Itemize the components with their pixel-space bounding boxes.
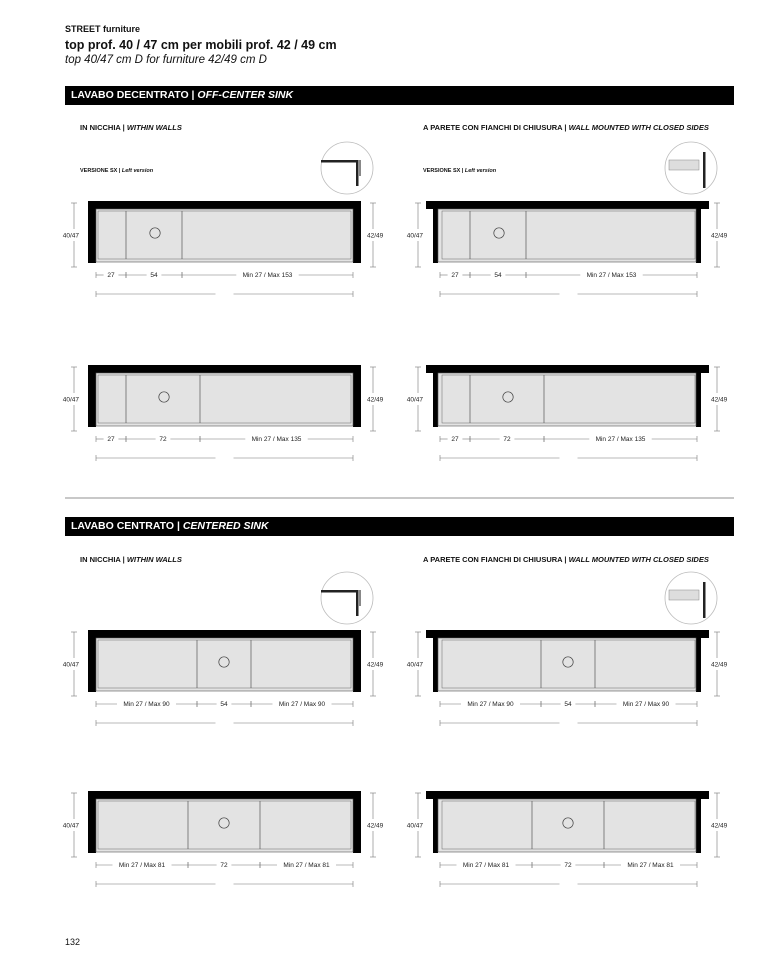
cabinet-within-walls — [88, 630, 361, 692]
dimension-label: 72 — [220, 862, 228, 870]
countertop — [426, 201, 709, 209]
dimension-label: 27 — [107, 436, 115, 444]
closing-side-right — [696, 638, 701, 692]
depth-label: 42/49 — [367, 232, 384, 240]
dimension-label: 54 — [564, 701, 572, 709]
dimension-label: Min 27 / Max 81 — [627, 862, 674, 870]
cabinet-body — [438, 209, 696, 262]
countertop — [426, 630, 709, 638]
dimension-label: Min 27 / Max 90 — [123, 701, 170, 709]
inset-top — [321, 160, 357, 163]
page-subtitle-en: top 40/47 cm D for furniture 42/49 cm D — [65, 54, 267, 66]
cabinet-body — [96, 209, 353, 262]
cabinet-body — [96, 373, 353, 426]
closing-side-left — [433, 638, 438, 692]
closing-side-left — [433, 799, 438, 853]
countertop — [88, 791, 361, 799]
label-backdrop — [216, 716, 234, 733]
side-wall-right — [353, 365, 361, 427]
inset-back — [359, 590, 361, 606]
inset-wall — [356, 160, 359, 186]
cabinet-body — [96, 638, 353, 691]
depth-label: 42/49 — [711, 232, 728, 240]
column-heading-within-walls: IN NICCHIA | WITHIN WALLS — [80, 555, 182, 564]
dimension-label: Min 27 / Max 81 — [283, 862, 330, 870]
inset-back — [359, 160, 361, 176]
depth-label: 40/47 — [406, 661, 423, 669]
version-label: VERSIONE SX | Left version — [423, 168, 497, 174]
inset-wall — [703, 152, 706, 188]
closing-side-left — [433, 209, 438, 263]
depth-label: 42/49 — [711, 661, 728, 669]
dimension-label: 72 — [564, 862, 572, 870]
side-wall-left — [88, 201, 96, 263]
inset-top — [321, 590, 357, 593]
column-heading-wall-mounted: A PARETE CON FIANCHI DI CHIUSURA | WALL MOUNTED WITH CLOSED SIDES — [423, 123, 709, 132]
inset-wall — [703, 582, 706, 618]
page-number: 132 — [65, 937, 81, 947]
inset-wall — [356, 590, 359, 616]
countertop — [88, 365, 361, 373]
depth-label: 40/47 — [62, 822, 79, 830]
label-backdrop — [560, 716, 578, 733]
brand-label: STREET furniture — [65, 24, 141, 34]
label-backdrop — [216, 451, 234, 468]
depth-label: 42/49 — [367, 822, 384, 830]
dimension-label: 27 — [451, 436, 459, 444]
cabinet-within-walls — [88, 201, 361, 263]
cabinet-wall-mounted — [426, 365, 709, 427]
cabinet-within-walls — [88, 365, 361, 427]
depth-label: 40/47 — [406, 822, 423, 830]
inset-top — [669, 590, 699, 600]
depth-label: 40/47 — [62, 396, 79, 404]
depth-label: 42/49 — [711, 822, 728, 830]
column-heading-within-walls: IN NICCHIA | WITHIN WALLS — [80, 123, 182, 132]
closing-side-right — [696, 373, 701, 427]
inset-top — [669, 160, 699, 170]
dimension-label: 27 — [451, 272, 459, 280]
dimension-label: Min 27 / Max 90 — [467, 701, 514, 709]
depth-label: 40/47 — [62, 661, 79, 669]
section-inset-niche — [321, 142, 373, 194]
inset-circle — [321, 572, 373, 624]
section-inset-wall — [665, 142, 717, 194]
version-label: VERSIONE SX | Left version — [80, 168, 154, 174]
cabinet-body — [96, 799, 353, 852]
dimension-label: Min 27 / Max 153 — [242, 272, 293, 280]
dimension-label: Min 27 / Max 90 — [622, 701, 670, 709]
dimension-label: Min 27 / Max 135 — [595, 436, 646, 444]
cabinet-body — [438, 638, 696, 691]
countertop — [88, 630, 361, 638]
cabinet-body — [438, 799, 696, 852]
dimension-label: 54 — [494, 272, 502, 280]
dimension-label: 54 — [150, 272, 158, 280]
side-wall-left — [88, 365, 96, 427]
dimension-label: Min 27 / Max 81 — [118, 862, 166, 870]
closing-side-right — [696, 799, 701, 853]
closing-side-left — [433, 373, 438, 427]
cabinet-within-walls — [88, 791, 361, 853]
cabinet-body — [438, 373, 696, 426]
dimension-label: 72 — [503, 436, 511, 444]
section-inset-wall — [665, 572, 717, 624]
side-wall-right — [353, 630, 361, 692]
inset-circle — [321, 142, 373, 194]
side-wall-right — [353, 201, 361, 263]
dimension-label: 54 — [220, 701, 228, 709]
depth-label: 42/49 — [367, 661, 384, 669]
side-wall-right — [353, 791, 361, 853]
section-inset-niche — [321, 572, 373, 624]
dimension-label: Min 27 / Max 90 — [278, 701, 326, 709]
cabinet-wall-mounted — [426, 630, 709, 692]
depth-label: 40/47 — [406, 396, 423, 404]
side-wall-left — [88, 630, 96, 692]
section-title-off-center: LAVABO DECENTRATO | OFF-CENTER SINK — [65, 86, 734, 105]
column-heading-wall-mounted: A PARETE CON FIANCHI DI CHIUSURA | WALL MOUNTED WITH CLOSED SIDES — [423, 555, 709, 564]
label-backdrop — [216, 877, 234, 894]
dimension-label: 72 — [159, 436, 167, 444]
dimension-label: Min 27 / Max 153 — [586, 272, 637, 280]
dimension-label: Min 27 / Max 81 — [462, 862, 510, 870]
depth-label: 42/49 — [711, 396, 728, 404]
depth-label: 40/47 — [62, 232, 79, 240]
dimension-label: Min 27 / Max 135 — [251, 436, 302, 444]
cabinet-wall-mounted — [426, 201, 709, 263]
label-backdrop — [560, 877, 578, 894]
countertop — [88, 201, 361, 209]
depth-label: 40/47 — [406, 232, 423, 240]
label-backdrop — [216, 287, 234, 304]
dimension-label: 27 — [107, 272, 115, 280]
cabinet-wall-mounted — [426, 791, 709, 853]
label-backdrop — [560, 451, 578, 468]
closing-side-right — [696, 209, 701, 263]
depth-label: 42/49 — [367, 396, 384, 404]
page-subtitle: top prof. 40 / 47 cm per mobili prof. 42 / 49 cm — [65, 38, 337, 52]
section-title-centered: LAVABO CENTRATO | CENTERED SINK — [65, 517, 734, 536]
label-backdrop — [560, 287, 578, 304]
side-wall-left — [88, 791, 96, 853]
countertop — [426, 791, 709, 799]
countertop — [426, 365, 709, 373]
